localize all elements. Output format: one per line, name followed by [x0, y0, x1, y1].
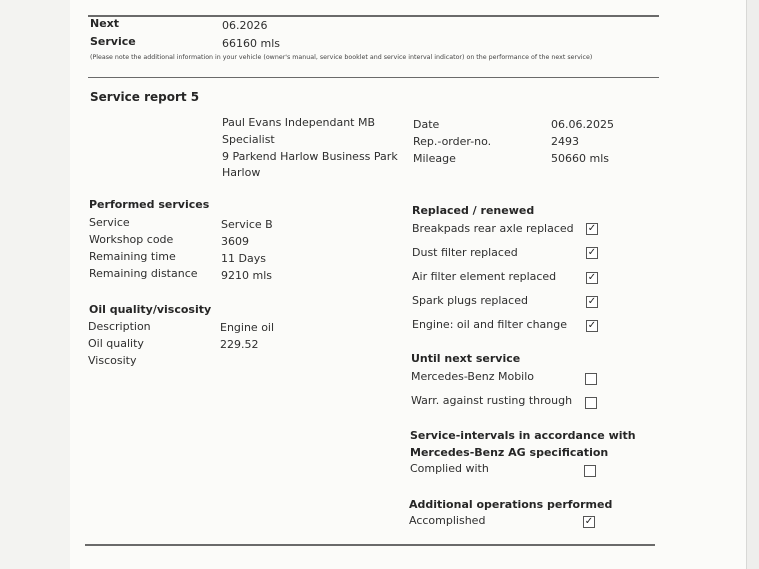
performed-row-label: Service [89, 216, 130, 229]
replaced-item: Engine: oil and filter change [412, 318, 567, 331]
order-no-label: Rep.-order-no. [413, 135, 492, 148]
intervals-title-line2: Mercedes-Benz AG specification [410, 446, 609, 459]
performed-row-value: 3609 [221, 235, 249, 248]
performed-row-value: Service B [221, 218, 273, 231]
replaced-item: Breakpads rear axle replaced [412, 222, 574, 235]
oil-row-label: Description [88, 320, 151, 333]
until-next-item: Warr. against rusting through [411, 394, 573, 407]
replaced-checkbox[interactable]: ✓ [587, 296, 597, 307]
replaced-item: Dust filter replaced [412, 246, 518, 259]
section-divider [88, 77, 659, 78]
next-date: 06.2026 [222, 19, 268, 32]
additional-title: Additional operations performed [409, 498, 613, 511]
order-no-value: 2493 [551, 135, 579, 148]
until-next-title: Until next service [411, 352, 521, 365]
replaced-checkbox[interactable]: ✓ [587, 223, 597, 234]
workshop-name-line2: Specialist [222, 133, 275, 146]
performed-row-label: Workshop code [89, 233, 174, 246]
until-next-item: Mercedes-Benz Mobilo [411, 370, 535, 383]
intervals-item: Complied with [410, 462, 489, 475]
top-divider [88, 15, 659, 17]
workshop-address: 9 Parkend Harlow Business Park [222, 150, 398, 163]
workshop-name-line1: Paul Evans Independant MB [222, 116, 376, 129]
page-edge [747, 0, 759, 569]
replaced-checkbox[interactable]: ✓ [587, 320, 597, 331]
performed-services-title: Performed services [89, 198, 210, 211]
additional-item: Accomplished [409, 514, 486, 527]
mileage-value: 50660 mls [551, 152, 609, 165]
bottom-divider [85, 544, 655, 546]
date-value: 06.06.2025 [551, 118, 614, 131]
performed-row-label: Remaining time [89, 250, 176, 263]
intervals-title: Service-intervals in accordance with [410, 429, 636, 442]
oil-row-label: Viscosity [88, 354, 137, 367]
replaced-checkbox[interactable]: ✓ [587, 272, 597, 283]
date-label: Date [413, 118, 440, 131]
next-label: Next [90, 17, 120, 30]
service-booklet-page [70, 0, 747, 569]
intervals-checkbox[interactable] [584, 465, 596, 477]
replaced-item: Air filter element replaced [412, 270, 557, 283]
next-service-note: (Please note the additional information in your vehicle (owner's manual, service booklet and service interval indicator) on the performance of the next service) [90, 54, 593, 61]
oil-row-value: Engine oil [220, 321, 275, 334]
until-next-checkbox[interactable] [585, 373, 597, 385]
oil-row-label: Oil quality [88, 337, 144, 350]
next-service-label: Service [90, 35, 136, 48]
workshop-town: Harlow [222, 166, 261, 179]
next-mileage: 66160 mls [222, 37, 280, 50]
replaced-checkbox[interactable]: ✓ [587, 247, 597, 258]
service-report-title: Service report 5 [90, 90, 200, 104]
until-next-checkbox[interactable] [585, 397, 597, 409]
performed-row-value: 9210 mls [221, 269, 272, 282]
additional-checkbox[interactable]: ✓ [584, 516, 594, 527]
replaced-title: Replaced / renewed [412, 204, 535, 217]
mileage-label: Mileage [413, 152, 456, 165]
performed-row-label: Remaining distance [89, 267, 198, 280]
performed-row-value: 11 Days [221, 252, 266, 265]
oil-row-value: 229.52 [220, 338, 259, 351]
replaced-item: Spark plugs replaced [412, 294, 528, 307]
oil-quality-title: Oil quality/viscosity [89, 303, 212, 316]
